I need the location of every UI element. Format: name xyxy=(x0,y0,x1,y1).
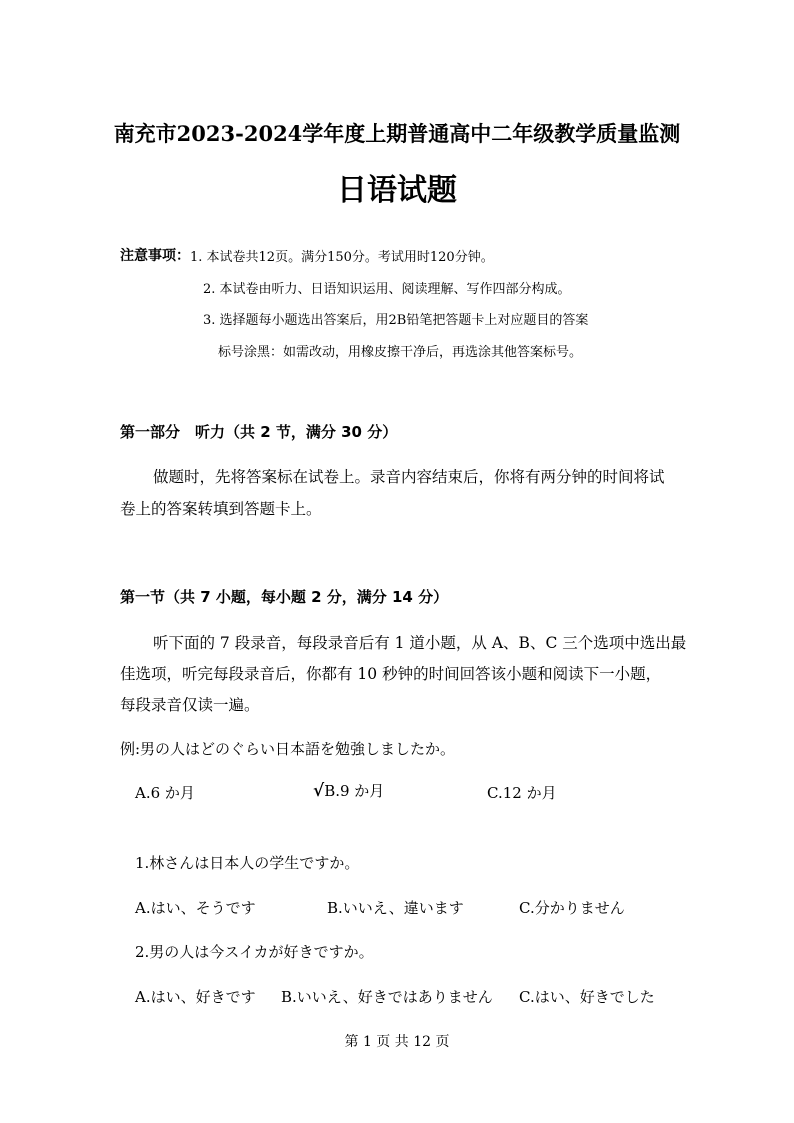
question-1-option-b: B.いいえ、違います xyxy=(327,899,464,917)
example-option-c: C.12 か月 xyxy=(487,784,557,802)
question-2-option-b: B.いいえ、好きではありません xyxy=(281,988,493,1006)
note-item-2: 2. 本试卷由听力、日语知识运用、阅读理解、写作四部分构成。 xyxy=(203,282,571,297)
notes-label: 注意事项： xyxy=(120,248,190,264)
exam-title: 南充市2023-2024学年度上期普通高中二年级教学质量监测 xyxy=(113,121,681,146)
question-1-option-a: A.はい、そうです xyxy=(135,899,256,917)
question-1-option-c: C.分かりません xyxy=(519,899,625,917)
section1-instructions-line1: 听下面的 7 段录音，每段录音后有 1 道小题，从 A、B、C 三个选项中选出最 xyxy=(153,634,687,652)
example-option-a: A.6 か月 xyxy=(135,784,195,802)
example-option-b: B.9 か月 xyxy=(324,782,385,800)
section1-instructions-line3: 每段录音仅读一遍。 xyxy=(120,696,260,714)
example-question: 例:男の人はどのぐらい日本語を勉強しましたか。 xyxy=(120,740,456,758)
question-1: 1.林さんは日本人の学生ですか。 xyxy=(135,854,360,872)
example-option-b-row xyxy=(313,780,384,801)
question-2-option-c: C.はい、好きでした xyxy=(519,988,655,1006)
part1-instructions-line1: 做题时，先将答案标在试卷上。录音内容结束后，你将有两分钟的时间将试 xyxy=(153,468,665,486)
section1-instructions-line2: 佳选项，听完每段录音后，你都有 10 秒钟的时间回答该小题和阅读下一小题， xyxy=(120,665,662,683)
page-number: 第 1 页 共 12 页 xyxy=(344,1034,450,1050)
question-2: 2.男の人は今スイカが好きですか。 xyxy=(135,943,374,961)
check-mark-icon: √ xyxy=(313,781,325,801)
note-item-3-continued: 标号涂黑：如需改动，用橡皮擦干净后，再选涂其他答案标号。 xyxy=(218,345,583,360)
part1-heading: 第一部分 听力（共 2 节，满分 30 分） xyxy=(120,423,398,441)
part1-instructions-line2: 卷上的答案转填到答题卡上。 xyxy=(120,500,322,518)
section1-heading: 第一节（共 7 小题，每小题 2 分，满分 14 分） xyxy=(120,588,449,606)
exam-subtitle: 日语试题 xyxy=(337,173,457,208)
note-item-1: 1. 本试卷共12页。满分150分。考试用时120分钟。 xyxy=(190,250,494,265)
note-item-3: 3. 选择题每小题选出答案后，用2B铅笔把答题卡上对应题目的答案 xyxy=(203,313,589,328)
question-2-option-a: A.はい、好きです xyxy=(135,988,256,1006)
